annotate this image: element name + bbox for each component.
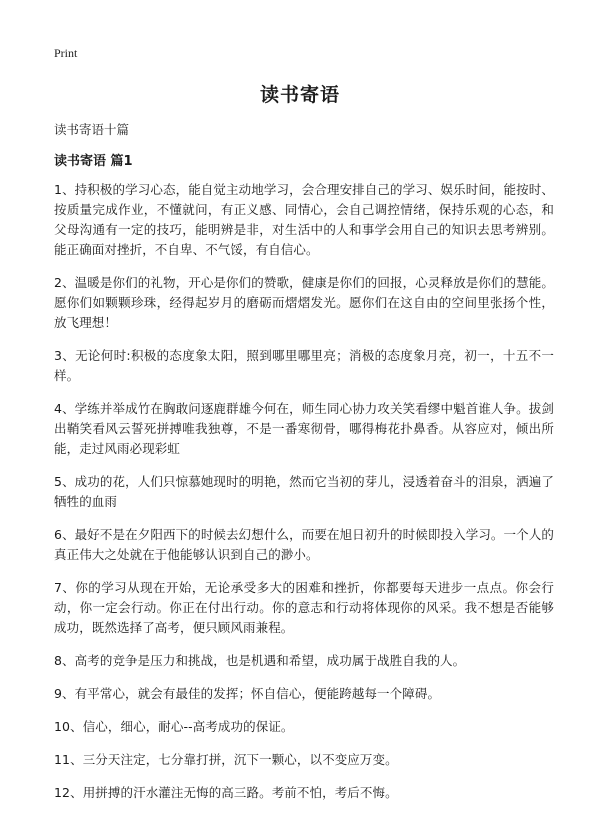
paragraph-11: 11、三分天注定，七分靠打拼，沉下一颗心，以不变应万变。: [54, 752, 398, 767]
section-heading: 读书寄语 篇1: [54, 154, 133, 169]
paragraph-1: 1、持积极的学习心态，能自觉主动地学习，会合理安排自己的学习、娱乐时间，能按时、按质量完成作业，不懂就问，有正义感、同情心，会自己调控情绪，保持乐观的心态，和父母沟通有一定的技巧，能明辨是非，对生活中的人和事学会用自己的知识去思考辨别。能正确面对挫折，不自卑、不气馁，有自信心。: [54, 182, 554, 257]
paragraph-6: 6、最好不是在夕阳西下的时候去幻想什么，而要在旭日初升的时候即投入学习。一个人的真正伟大之处就在于他能够认识到自己的渺小。: [54, 527, 554, 562]
paragraph-7: 7、你的学习从现在开始，无论承受多大的困难和挫折，你都要每天进步一点点。你会行动，你一定会行动。你正在付出行动。你的意志和行动将体现你的风采。我不想是否能够成功，既然选择了高考，便只顾风雨兼程。: [54, 580, 554, 635]
paragraph-9: 9、有平常心，就会有最佳的发挥；怀自信心，便能跨越每一个障碍。: [54, 686, 441, 701]
paragraph-10: 10、信心，细心，耐心--高考成功的保证。: [54, 719, 294, 734]
paragraph-8: 8、高考的竞争是压力和挑战，也是机遇和希望，成功属于战胜自我的人。: [54, 653, 466, 668]
paragraph-4: 4、学练并举成竹在胸敢问逐鹿群雄今何在，师生同心协力攻关笑看缪中魁首谁人争。拔剑出鞘笑看风云誓死拼搏唯我独尊，不是一番寒彻骨，哪得梅花扑鼻香。从容应对，倾出所能，走过风雨必现彩虹: [54, 401, 554, 456]
document-title: 读书寄语: [259, 84, 340, 106]
paragraph-12: 12、用拼搏的汗水灌注无悔的高三路。考前不怕，考后不悔。: [54, 785, 398, 800]
print-label[interactable]: Print: [54, 46, 78, 60]
document-body: [54, 180, 554, 816]
paragraph-2: 2、温暖是你们的礼物，开心是你们的赞歌，健康是你们的回报，心灵释放是你们的慧能。愿你们如颗颗珍珠，经得起岁月的磨砺而熠熠发光。愿你们在这自由的空间里张扬个性，放飞理想！: [54, 275, 554, 330]
document-subtitle: 读书寄语十篇: [54, 122, 130, 137]
paragraph-3: 3、无论何时:积极的态度象太阳，照到哪里哪里亮；消极的态度象月亮，初一，十五不一样。: [54, 348, 554, 383]
paragraph-5: 5、成功的花，人们只惊慕她现时的明艳，然而它当初的芽儿，浸透着奋斗的泪泉，洒遍了牺牲的血雨: [54, 474, 554, 509]
